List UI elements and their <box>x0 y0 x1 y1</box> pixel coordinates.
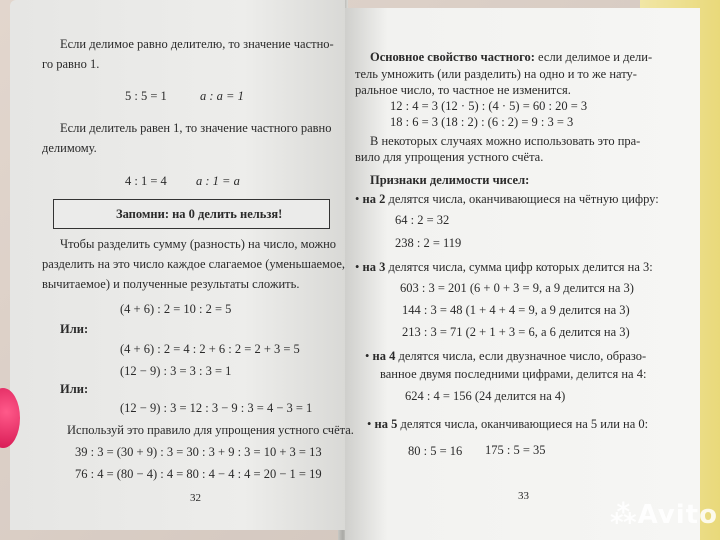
rule-number: на 5 <box>374 417 398 431</box>
text-line: Используй это правило для упрощения устного счёта. <box>67 423 354 437</box>
equation: 39 : 3 = (30 + 9) : 3 = 30 : 3 + 9 : 3 = 10 + 3 = 13 <box>75 445 322 459</box>
rule-text: делятся числа, если двузначное число, образо- <box>395 349 647 363</box>
example: 624 : 4 = 156 (24 делится на 4) <box>405 389 566 403</box>
section-heading: Признаки делимости чисел: <box>370 173 530 187</box>
text-line: ральное число, то частное не изменится. <box>355 83 571 97</box>
example: 175 : 5 = 35 <box>485 443 546 457</box>
text-line: В некоторых случаях можно использовать это пра- <box>370 134 641 148</box>
text-line: делимому. <box>42 141 97 155</box>
text-line: разделить на это число каждое слагаемое (уменьшаемое, <box>42 257 346 271</box>
watermark-logo: ⁂Avito <box>610 500 718 530</box>
page-number: 32 <box>190 492 201 504</box>
bullet: • <box>355 260 360 274</box>
equation: 12 : 4 = 3 (12 · 5) : (4 · 5) = 60 : 20 = 3 <box>390 99 588 113</box>
page-33 <box>345 8 700 540</box>
text-line: Чтобы разделить сумму (разность) на число, можно <box>60 237 337 251</box>
example: 603 : 3 = 201 (6 + 0 + 3 = 9, а 9 делится на 3) <box>400 281 634 295</box>
equation: 76 : 4 = (80 − 4) : 4 = 80 : 4 − 4 : 4 = 20 − 1 = 19 <box>75 467 322 481</box>
equation: 5 : 5 = 1 <box>125 89 167 103</box>
page-number: 33 <box>518 490 529 502</box>
note-box <box>53 199 330 229</box>
property-title: Основное свойство частного: <box>370 50 535 64</box>
rule-number: на 3 <box>362 260 386 274</box>
equation: 4 : 1 = 4 <box>125 174 167 188</box>
note-text: Запомни: на 0 делить нельзя! <box>116 207 283 221</box>
text-line: если делимое и дели- <box>534 50 653 64</box>
rule-text: делятся числа, оканчивающиеся на 5 или на 0: <box>397 417 649 431</box>
equation: a : a = 1 <box>200 89 244 103</box>
example: 238 : 2 = 119 <box>395 236 462 250</box>
text-line: тель умножить (или разделить) на одно и то же нату- <box>355 67 637 81</box>
equation: a : 1 = a <box>196 174 240 188</box>
rule-text: ванное двумя последними цифрами, делится на 4: <box>380 367 647 381</box>
text-line: вило для упрощения устного счёта. <box>355 150 544 164</box>
example: 144 : 3 = 48 (1 + 4 + 4 = 9, а 9 делится на 3) <box>402 303 630 317</box>
equation: 18 : 6 = 3 (18 : 2) : (6 : 2) = 9 : 3 = 3 <box>390 115 574 129</box>
rule-number: на 4 <box>372 349 396 363</box>
text-line: Если делимое равно делителю, то значение частно- <box>60 37 334 51</box>
example: 80 : 5 = 16 <box>408 444 463 458</box>
equation: (12 − 9) : 3 = 12 : 3 − 9 : 3 = 4 − 3 = 1 <box>120 401 313 415</box>
text-line: го равно 1. <box>42 57 100 71</box>
or-label: Или: <box>60 382 89 396</box>
bullet: • <box>365 349 370 363</box>
example: 64 : 2 = 32 <box>395 213 450 227</box>
text-line: вычитаемое) и полученные результаты сложить. <box>42 277 300 291</box>
bullet: • <box>355 192 360 206</box>
example: 213 : 3 = 71 (2 + 1 + 3 = 6, а 6 делится на 3) <box>402 325 630 339</box>
rule-text: делятся числа, сумма цифр которых делится на 3: <box>385 260 653 274</box>
page-32 <box>10 0 354 530</box>
equation: (4 + 6) : 2 = 4 : 2 + 6 : 2 = 2 + 3 = 5 <box>120 342 300 356</box>
equation: (4 + 6) : 2 = 10 : 2 = 5 <box>120 302 232 316</box>
equation: (12 − 9) : 3 = 3 : 3 = 1 <box>120 364 232 378</box>
rule-text: делятся числа, оканчивающиеся на чётную цифру: <box>385 192 659 206</box>
rule-number: на 2 <box>362 192 386 206</box>
or-label: Или: <box>60 322 89 336</box>
text-line: Если делитель равен 1, то значение частного равно <box>60 121 332 135</box>
bullet: • <box>367 417 372 431</box>
